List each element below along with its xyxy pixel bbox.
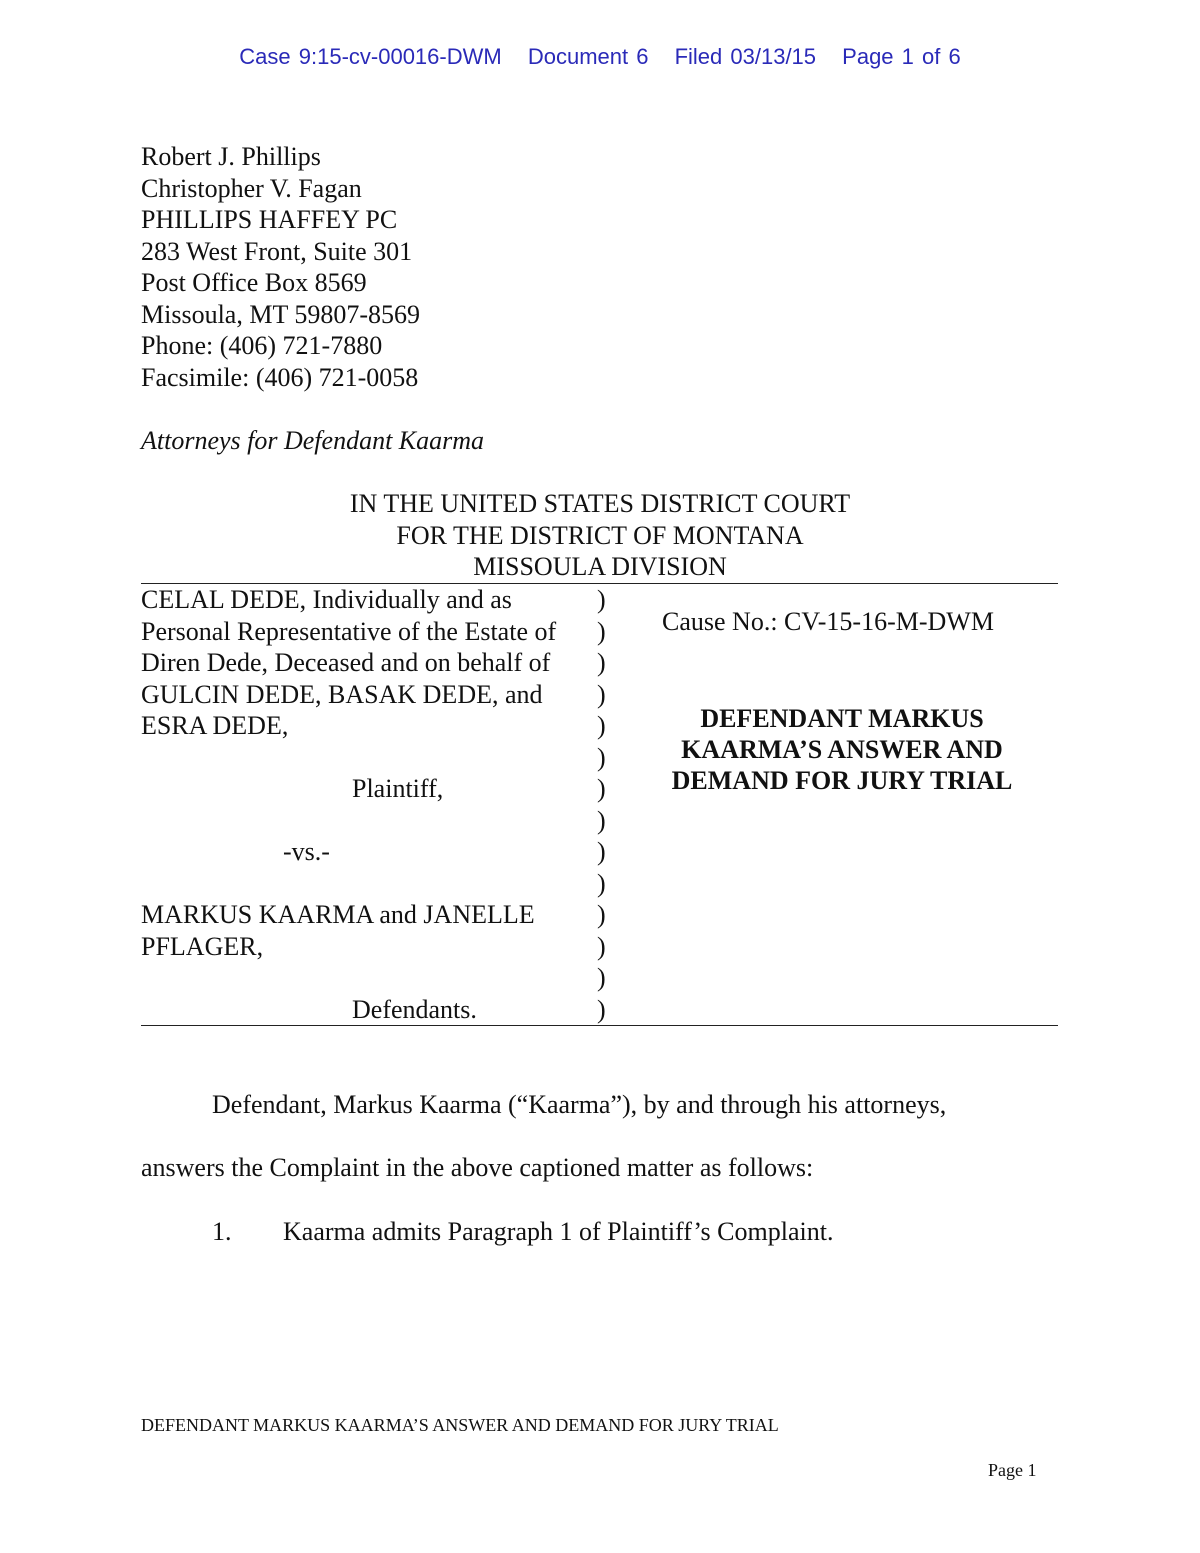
paren: ) — [597, 648, 606, 677]
court-heading — [0, 488, 1200, 583]
attorney-line: Phone: (406) 721-7880 — [141, 331, 383, 360]
defendant-line: PFLAGER, — [141, 931, 264, 961]
cause-number: Cause No.: CV-15-16-M-DWM — [662, 607, 994, 636]
paren: ) — [597, 585, 606, 614]
attorney-line: Christopher V. Fagan — [141, 173, 362, 203]
title-line: KAARMA’S ANSWER AND — [681, 735, 1003, 764]
footer-title: DEFENDANT MARKUS KAARMA’S ANSWER AND DEMAND FOR JURY TRIAL — [141, 1415, 779, 1435]
paren: ) — [597, 616, 606, 646]
case-number: Case 9:15-cv-00016-DWM — [239, 44, 502, 69]
document-title — [662, 703, 1022, 796]
attorney-line: Facsimile: (406) 721-0058 — [141, 362, 419, 392]
paren: ) — [597, 837, 606, 866]
intro-line-2: answers the Complaint in the above captioned matter as follows: — [141, 1153, 814, 1182]
paren: ) — [597, 900, 606, 929]
paren: ) — [597, 931, 606, 961]
plaintiff-line: GULCIN DEDE, BASAK DEDE, and — [141, 679, 543, 709]
paren: ) — [597, 994, 606, 1024]
document-number: Document 6 — [527, 44, 649, 69]
paren: ) — [597, 963, 606, 992]
defendant-line: MARKUS KAARMA and JANELLE — [141, 900, 535, 929]
plaintiff-line: CELAL DEDE, Individually and as — [141, 585, 512, 614]
paren: ) — [597, 774, 606, 803]
paren: ) — [597, 679, 606, 709]
defendant-label: Defendants. — [352, 994, 477, 1024]
filed-date: Filed 03/13/15 — [674, 44, 817, 69]
attorney-line: 283 West Front, Suite 301 — [141, 236, 413, 266]
court-line: FOR THE DISTRICT OF MONTANA — [396, 520, 804, 550]
paren: ) — [597, 742, 606, 772]
title-line: DEFENDANT MARKUS — [700, 704, 984, 733]
attorney-block — [141, 141, 420, 393]
court-line: MISSOULA DIVISION — [473, 552, 727, 581]
paragraph-number: 1. — [212, 1217, 232, 1246]
paragraph-text: Kaarma admits Paragraph 1 of Plaintiff’s Complaint. — [283, 1217, 834, 1246]
page-count: Page 1 of 6 — [842, 44, 961, 69]
caption-bottom-rule — [141, 1025, 1058, 1026]
caption-parentheses — [597, 584, 606, 1025]
attorneys-for: Attorneys for Defendant Kaarma — [141, 426, 485, 455]
attorney-line: Robert J. Phillips — [141, 142, 321, 171]
paren: ) — [597, 805, 606, 835]
attorney-line: PHILLIPS HAFFEY PC — [141, 205, 398, 234]
footer-page-number: Page 1 — [988, 1460, 1037, 1480]
paren: ) — [597, 868, 606, 898]
plaintiff-line: ESRA DEDE, — [141, 711, 289, 740]
attorney-line: Missoula, MT 59807-8569 — [141, 299, 421, 329]
ecf-header-stamp — [0, 44, 1200, 70]
intro-line-1: Defendant, Markus Kaarma (“Kaarma”), by and through his attorneys, — [212, 1090, 947, 1119]
paren: ) — [597, 711, 606, 740]
plaintiff-line: Personal Representative of the Estate of — [141, 616, 557, 646]
versus-label: -vs.- — [283, 837, 330, 866]
plaintiff-label: Plaintiff, — [352, 774, 444, 803]
title-line: DEMAND FOR JURY TRIAL — [671, 766, 1013, 795]
caption-parties — [141, 584, 556, 1025]
plaintiff-line: Diren Dede, Deceased and on behalf of — [141, 648, 551, 677]
attorney-line: Post Office Box 8569 — [141, 268, 367, 297]
court-line: IN THE UNITED STATES DISTRICT COURT — [349, 489, 851, 518]
